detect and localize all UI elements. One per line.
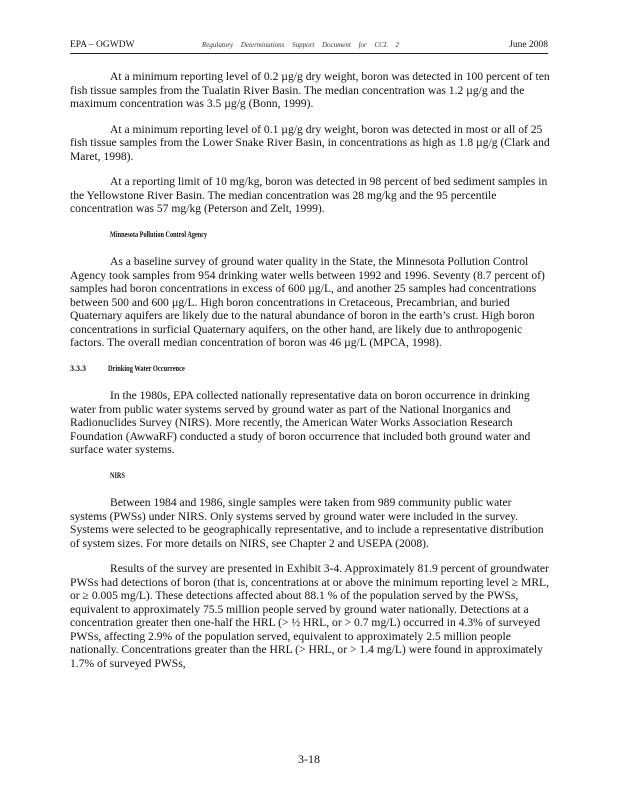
page-number: 3-18 [298,752,320,766]
paragraph-snake-river: At a minimum reporting level of 0.1 µg/g dry weight, boron was detected in most or all of 25 fish tissue samples from the Lower Snake River Basin, in concentrations as high as 1.8 µg/g (Clark and Maret, 1998). [70,122,550,163]
header-document-title: Regulatory Determinations Support Document for CCL 2 [202,41,399,49]
page-header [70,38,548,52]
document-body [70,70,550,682]
header-date: June 2008 [509,40,548,50]
subheading-nirs: NIRS [110,470,125,480]
section-number: 3.3.3 [70,363,86,373]
section-title: Drinking Water Occurrence [108,363,185,373]
paragraph-yellowstone: At a reporting limit of 10 mg/kg, boron was detected in 98 percent of bed sediment samples in the Yellowstone River Basin. The median concentration was 28 mg/kg and the 95 percentile concentration was 57 mg/kg (Peterson and Zelt, 1999). [70,175,548,215]
paragraph-nirs-method: Between 1984 and 1986, single samples were taken from 989 community public water systems (PWSs) under NIRS. Only systems served by ground water were included in the survey. Systems were selected to be geographically representative, and to include a representative distribution of system sizes. For more details on NIRS, see Chapter 2 and USEPA (2008). [70,496,544,550]
paragraph-nirs-results: Results of the survey are presented in Exhibit 3-4. Approximately 81.9 percent of groundwater PWSs had detections of boron (that is, concentrations at or above the minimum reporting level ≥ MRL, or ≥ 0.005 mg/L). These detections affected about 88.1 % of the population served by the PWSs, equivalent to approximately 75.5 million people served by ground water nationally. Detections at a concentration greater then one-half the HRL (> ½ HRL, or > 0.7 mg/L) occurred in 4.3% of surveyed PWSs, affecting 2.9% of the population served, equivalent to approximately 2.5 million people nationally. Concentrations greater than the HRL (> HRL, or > 1.4 mg/L) were found in approximately 1.7% of surveyed PWSs, [70,562,550,670]
paragraph-mpca: As a baseline survey of ground water quality in the State, the Minnesota Pollution Control Agency took samples from 954 drinking water wells between 1992 and 1996. Seventy (8.7 percent of) samples had boron concentrations in excess of 600 µg/L, and another 25 samples had concentrations between 500 and 600 µg/L. High boron concentrations in Cretaceous, Precambrian, and buried Quaternary aquifers are likely due to the natural abundance of boron in the earth’s crust. High boron concentrations in surficial Quaternary aquifers, on the other hand, are likely due to anthropogenic factors. The overall median concentration of boron was 46 µg/L (MPCA, 1998). [70,255,545,349]
subheading-mpca: Minnesota Pollution Control Agency [110,229,208,239]
paragraph-drinking-water: In the 1980s, EPA collected nationally representative data on boron occurrence in drinking water from public water systems served by ground water as part of the National Inorganics and Radionuclides Survey (NIRS). More recently, the American Water Works Association Research Foundation (AwwaRF) conducted a study of boron occurrence that included both ground water and surface water systems. [70,389,531,456]
header-rule [70,53,548,54]
paragraph-tualatin: At a minimum reporting level of 0.2 µg/g dry weight, boron was detected in 100 percent of ten fish tissue samples from the Tualatin River Basin. The median concentration was 1.2 µg/g and the maximum concentration was 3.5 µg/g (Bonn, 1999). [70,70,550,110]
section-heading [70,362,550,376]
header-agency: EPA – OGWDW [70,40,135,50]
